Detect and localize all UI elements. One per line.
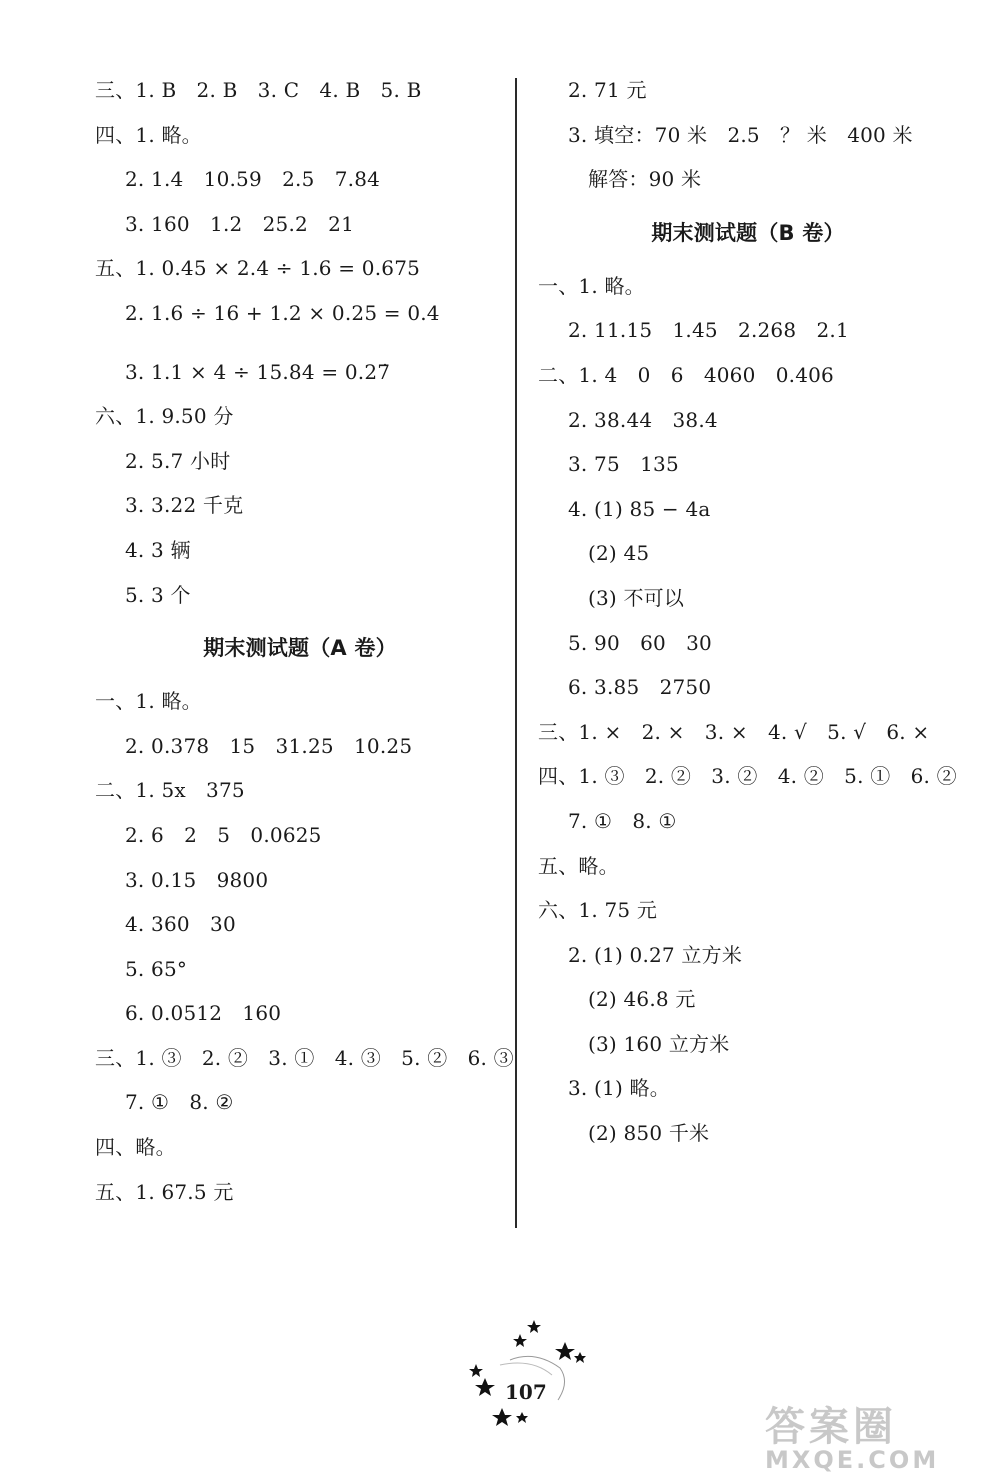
answer-line: 六、1. 75 元: [538, 898, 658, 923]
answer-line: 4. 3 辆: [125, 537, 191, 562]
page-number: 107: [505, 1380, 547, 1404]
answer-line: (2) 45: [588, 541, 650, 566]
answer-line: 5. 65°: [125, 956, 188, 981]
answer-line: 四、1. ③ 2. ② 3. ② 4. ② 5. ① 6. ②: [538, 764, 957, 789]
stars-decoration-icon: [440, 1320, 590, 1430]
answer-line: 四、略。: [95, 1135, 176, 1160]
answer-line: 2. 0.378 15 31.25 10.25: [125, 733, 413, 758]
right-column: [538, 68, 958, 1156]
answer-line: 6. 3.85 2750: [568, 675, 712, 700]
answer-line: 2. 71 元: [568, 78, 647, 102]
answer-line: 三、1. ③ 2. ② 3. ① 4. ③ 5. ② 6. ③: [95, 1045, 514, 1070]
answer-line: 3. 填空：70 米 2.5 ？ 米 400 米: [568, 122, 913, 147]
column-divider: [515, 78, 517, 1228]
answer-line: 三、1. B 2. B 3. C 4. B 5. B: [95, 78, 422, 102]
answer-line: 二、1. 4 0 6 4060 0.406: [538, 362, 834, 387]
answer-line: 2. 11.15 1.45 2.268 2.1: [568, 318, 849, 343]
answer-line: 四、1. 略。: [95, 122, 202, 147]
answer-line: 2. 6 2 5 0.0625: [125, 822, 322, 847]
answer-line: 7. ① 8. ①: [568, 808, 677, 833]
answer-line: 五、1. 67.5 元: [95, 1179, 234, 1204]
answer-line: 五、1. 0.45 × 2.4 ÷ 1.6 = 0.675: [95, 256, 421, 281]
answer-line: 3. 1.1 × 4 ÷ 15.84 = 0.27̇: [125, 359, 391, 384]
left-column: [95, 68, 514, 1214]
section-heading: 期末测试题（B 卷）: [651, 220, 845, 245]
answer-line: 2. 5.7 小时: [125, 448, 231, 473]
answer-line: 3. 160 1.2 25.2 21: [125, 211, 355, 236]
watermark-logo: [765, 1395, 995, 1474]
answer-line: 4. (1) 85 − 4a: [568, 496, 711, 521]
answer-line: 5. 3 个: [125, 582, 191, 607]
answer-line: 一、1. 略。: [538, 273, 645, 298]
answer-line: (2) 850 千米: [588, 1121, 710, 1146]
answer-line: 7. ① 8. ②: [125, 1090, 234, 1115]
answer-line: 3. 3.22 千克: [125, 493, 244, 518]
answer-line: 六、1. 9.50 分: [95, 404, 234, 429]
answer-line: 2. 1.4 10.59 2.5 7.84: [125, 167, 381, 192]
answer-line: 2. 1.6 ÷ 16 + 1.2 × 0.25 = 0.4: [125, 300, 440, 325]
answer-line: (3) 160 立方米: [588, 1031, 730, 1056]
watermark-domain-text: MXQE.COM: [765, 1446, 940, 1474]
watermark-logo-text: 答案圈: [765, 1404, 897, 1450]
answer-line: 3. 0.15 9800: [125, 867, 269, 892]
answer-line: 五、略。: [538, 853, 619, 878]
answer-line: 3. 75 135: [568, 452, 679, 477]
section-heading: 期末测试题（A 卷）: [203, 636, 397, 661]
answer-line: 2. (1) 0.27 立方米: [568, 942, 743, 967]
answer-line: 二、1. 5x 375: [95, 778, 245, 803]
answer-line: 6. 0.0512 160: [125, 1001, 282, 1026]
answer-line: 5. 90 60 30: [568, 630, 712, 655]
answer-line: 三、1. × 2. × 3. × 4. √ 5. √ 6. ×: [538, 719, 930, 744]
answer-line: 4. 360 30: [125, 912, 236, 937]
answer-line: 2. 38.44 38.4: [568, 407, 718, 432]
answer-line: 解答：90 米: [588, 167, 702, 192]
answer-line: (2) 46.8 元: [588, 987, 696, 1012]
page-footer: [440, 1320, 590, 1430]
answer-line: 一、1. 略。: [95, 689, 202, 714]
answer-line: 3. (1) 略。: [568, 1076, 670, 1101]
answer-line: [95, 336, 505, 350]
answer-line: (3) 不可以: [588, 585, 685, 610]
